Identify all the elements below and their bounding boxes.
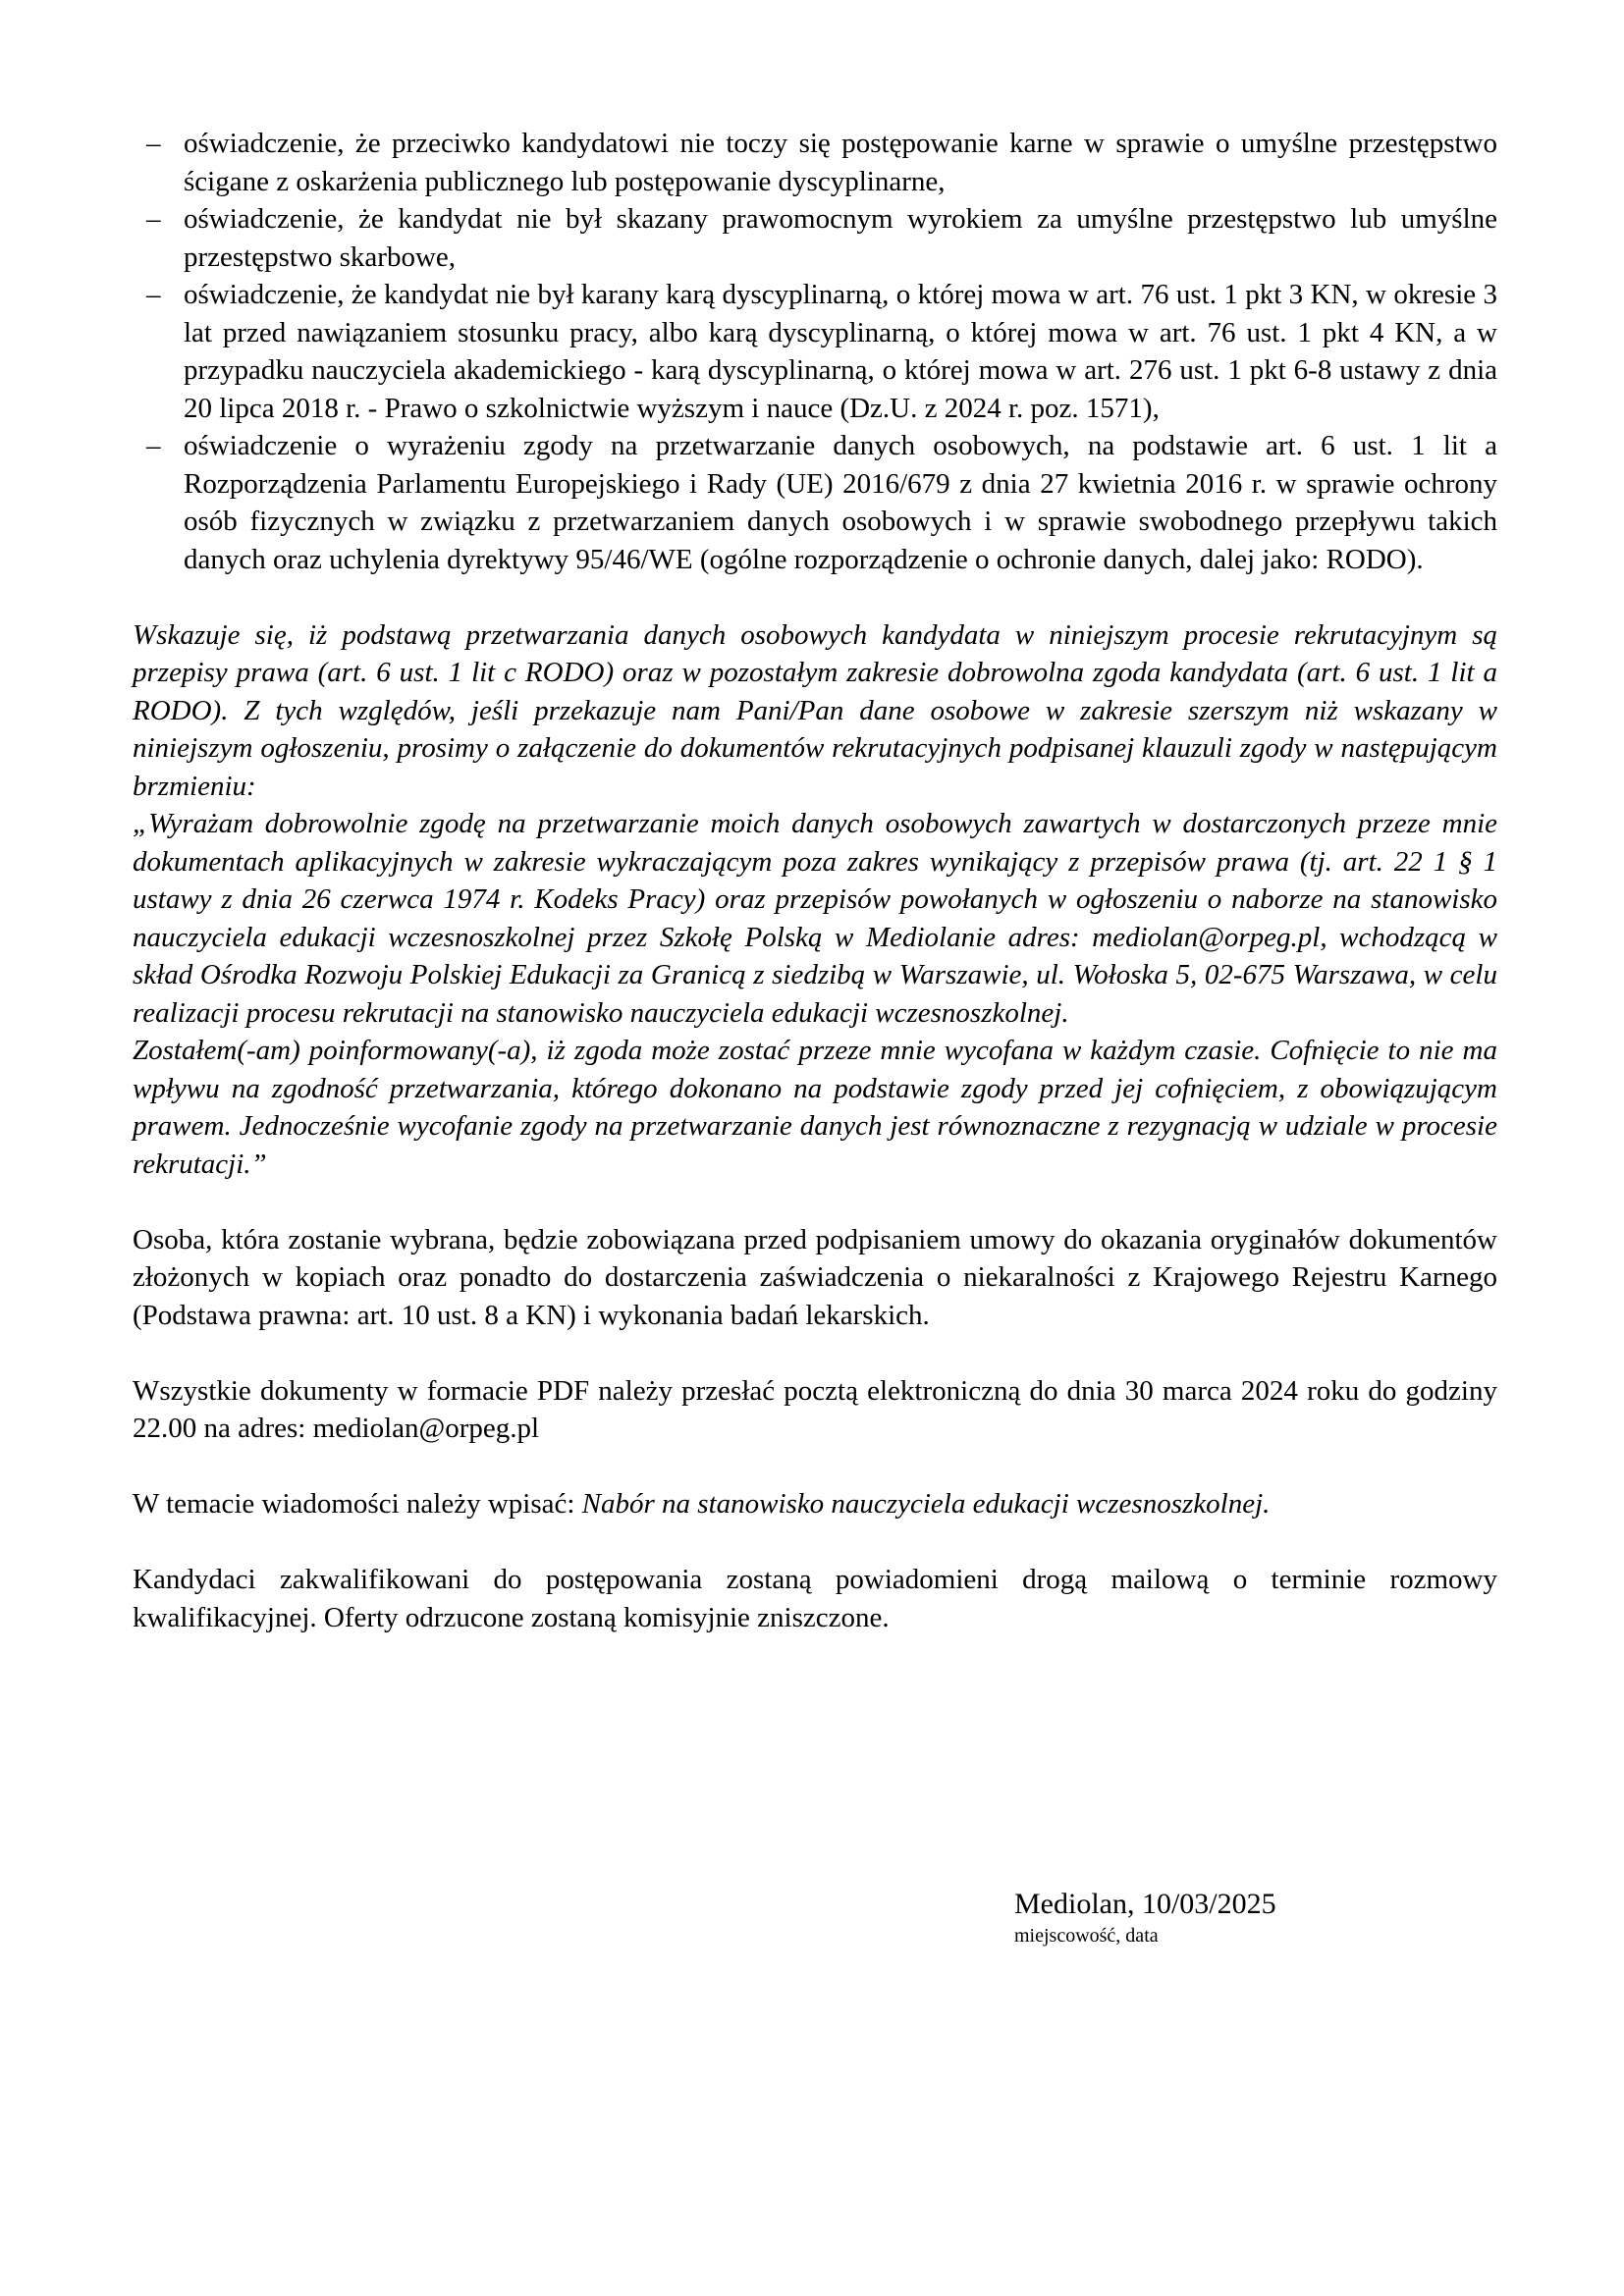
- subject-prefix: W temacie wiadomości należy wpisać:: [133, 1488, 582, 1520]
- subject-title: Nabór na stanowisko nauczyciela edukacji wczesnoszkolnej.: [581, 1488, 1271, 1520]
- list-item-text: oświadczenie, że kandydat nie był skazany prawomocnym wyrokiem za umyślne przestępstwo lub umyślne przestępstwo skarbowe,: [184, 203, 1497, 273]
- rodo-notice: [133, 616, 1497, 1184]
- list-item: [133, 276, 1497, 427]
- declarations-list: [133, 125, 1497, 578]
- paragraph-originals: Osoba, która zostanie wybrana, będzie zobowiązana przed podpisaniem umowy do okazania oryginałów dokumentów złożonych w kopiach oraz ponadto do dostarczenia zaświadczenia o niekaralności z Krajowego Rejestru Karnego (Podstawa prawna: art. 10 ust. 8 a KN) i wykonania badań lekarskich.: [133, 1223, 1497, 1331]
- place-date-caption: miejscowość, data: [1014, 1925, 1159, 1947]
- paragraph-qualification: Kandydaci zakwalifikowani do postępowania zostaną powiadomieni drogą mailową o terminie rozmowy kwalifikacyjnej. Oferty odrzucone zostaną komisyjnie zniszczone.: [133, 1564, 1497, 1633]
- rodo-paragraph-legal-basis: Wskazuje się, iż podstawą przetwarzania danych osobowych kandydata w niniejszym procesie rekrutacyjnym są przepisy prawa (art. 6 ust. 1 lit c RODO) oraz w pozostałym zakresie dobrowolna zgoda kandydata (art. 6 ust. 1 lit a RODO). Z tych względów, jeśli przekazuje nam Pani/Pan dane osobowe w zakresie szerszym niż wskazany w niniejszym ogłoszeniu, prosimy o załączenie do dokumentów rekrutacyjnych podpisanej klauzuli zgody w następującym brzmieniu:: [133, 618, 1497, 802]
- dash-bullet: –: [146, 203, 161, 235]
- list-item-text: oświadczenie o wyrażeniu zgody na przetwarzanie danych osobowych, na podstawie art. 6 ust. 1 lit a Rozporządzenia Parlamentu Europejskiego i Rady (UE) 2016/679 z dnia 27 kwietnia 2016 r. w sprawie ochrony osób fizycznych w związku z przetwarzaniem danych osobowych i w sprawie swobodnego przepływu takich danych oraz uchylenia dyrektywy 95/46/WE (ogólne rozporządzenie o ochronie danych, dalej jako: RODO).: [184, 430, 1497, 575]
- rodo-paragraph-withdrawal: Zostałem(-am) poinformowany(-a), iż zgoda może zostać przeze mnie wycofana w każdym czasie. Cofnięcie to nie ma wpływu na zgodność przetwarzania, którego dokonano na podstawie zgody przed jej cofnięciem, z obowiązującym prawem. Jednocześnie wycofanie zgody na przetwarzanie danych jest równoznaczne z rezygnacją w udziale w procesie rekrutacji.”: [133, 1035, 1497, 1180]
- list-item: [133, 427, 1497, 578]
- place-date: Mediolan, 10/03/2025: [1014, 1888, 1276, 1920]
- document-body: [133, 125, 1497, 1636]
- paragraph-submission: Wszystkie dokumenty w formacie PDF należy przesłać pocztą elektroniczną do dnia 30 marca 2024 roku do godziny 22.00 na adres: mediolan@orpeg.pl: [133, 1374, 1497, 1444]
- list-item-text: oświadczenie, że kandydat nie był karany karą dyscyplinarną, o której mowa w art. 76 ust. 1 pkt 3 KN, w okresie 3 lat przed nawiązaniem stosunku pracy, albo karą dyscyplinarną, o której mowa w art. 76 ust. 1 pkt 4 KN, a w przypadku nauczyciela akademickiego - karą dyscyplinarną, o której mowa w art. 276 ust. 1 pkt 6-8 ustawy z dnia 20 lipca 2018 r. - Prawo o szkolnictwie wyższym i nauce (Dz.U. z 2024 r. poz. 1571),: [184, 279, 1497, 424]
- dash-bullet: –: [146, 279, 161, 310]
- dash-bullet: –: [146, 128, 161, 159]
- list-item-text: oświadczenie, że przeciwko kandydatowi nie toczy się postępowanie karne w sprawie o umyślne przestępstwo ścigane z oskarżenia publicznego lub postępowanie dyscyplinarne,: [184, 128, 1497, 197]
- rodo-paragraph-consent-clause: „Wyrażam dobrowolnie zgodę na przetwarzanie moich danych osobowych zawartych w dostarczonych przeze mnie dokumentach aplikacyjnych w zakresie wykraczającym poza zakres wynikający z przepisów prawa (tj. art. 22 1 § 1 ustawy z dnia 26 czerwca 1974 r. Kodeks Pracy) oraz przepisów powołanych w ogłoszeniu o naborze na stanowisko nauczyciela edukacji wczesnoszkolnej przez Szkołę Polską w Mediolanie adres: mediolan@orpeg.pl, wchodzącą w skład Ośrodka Rozwoju Polskiej Edukacji za Granicą z siedzibą w Warszawie, ul. Wołoska 5, 02-675 Warszawa, w celu realizacji procesu rekrutacji na stanowisko nauczyciela edukacji wczesnoszkolnej.: [133, 808, 1497, 1029]
- list-item: [133, 125, 1497, 200]
- list-item: [133, 200, 1497, 276]
- signature-block: [1014, 1887, 1276, 1948]
- paragraph-subject: [133, 1485, 1497, 1523]
- dash-bullet: –: [146, 430, 161, 461]
